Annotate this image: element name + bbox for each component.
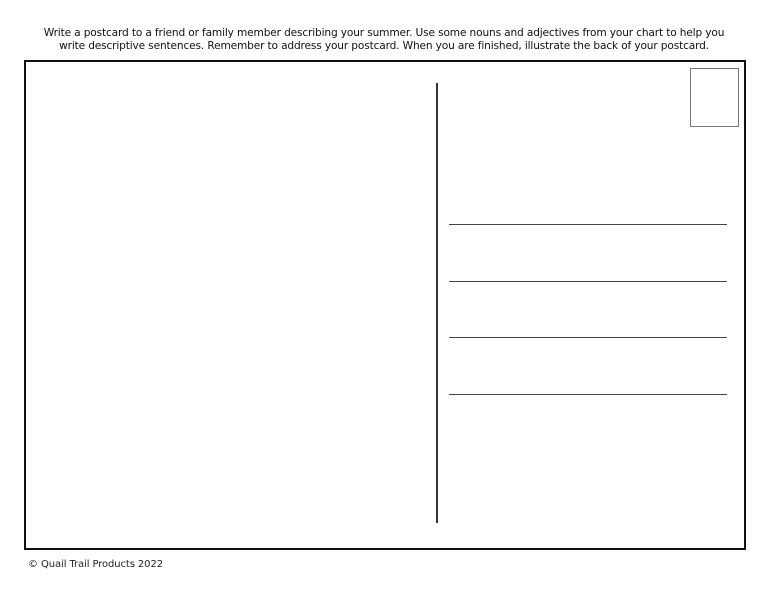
instructions-line-2: write descriptive sentences. Remember to address your postcard. When you are finished, illustrate the back of your postcard.	[59, 40, 709, 52]
address-line-3[interactable]	[449, 337, 727, 338]
address-line-4[interactable]	[449, 394, 727, 395]
message-writing-area[interactable]	[30, 66, 430, 544]
address-line-2[interactable]	[449, 281, 727, 282]
postcard-divider	[436, 83, 438, 523]
stamp-box	[690, 68, 739, 127]
instructions-line-1: Write a postcard to a friend or family member describing your summer. Use some nouns and adjectives from your chart to help you	[43, 27, 725, 39]
postcard-frame	[24, 60, 746, 550]
address-line-1[interactable]	[449, 224, 727, 225]
instructions-text	[0, 27, 768, 53]
copyright-notice: © Quail Trail Products 2022	[28, 559, 163, 570]
